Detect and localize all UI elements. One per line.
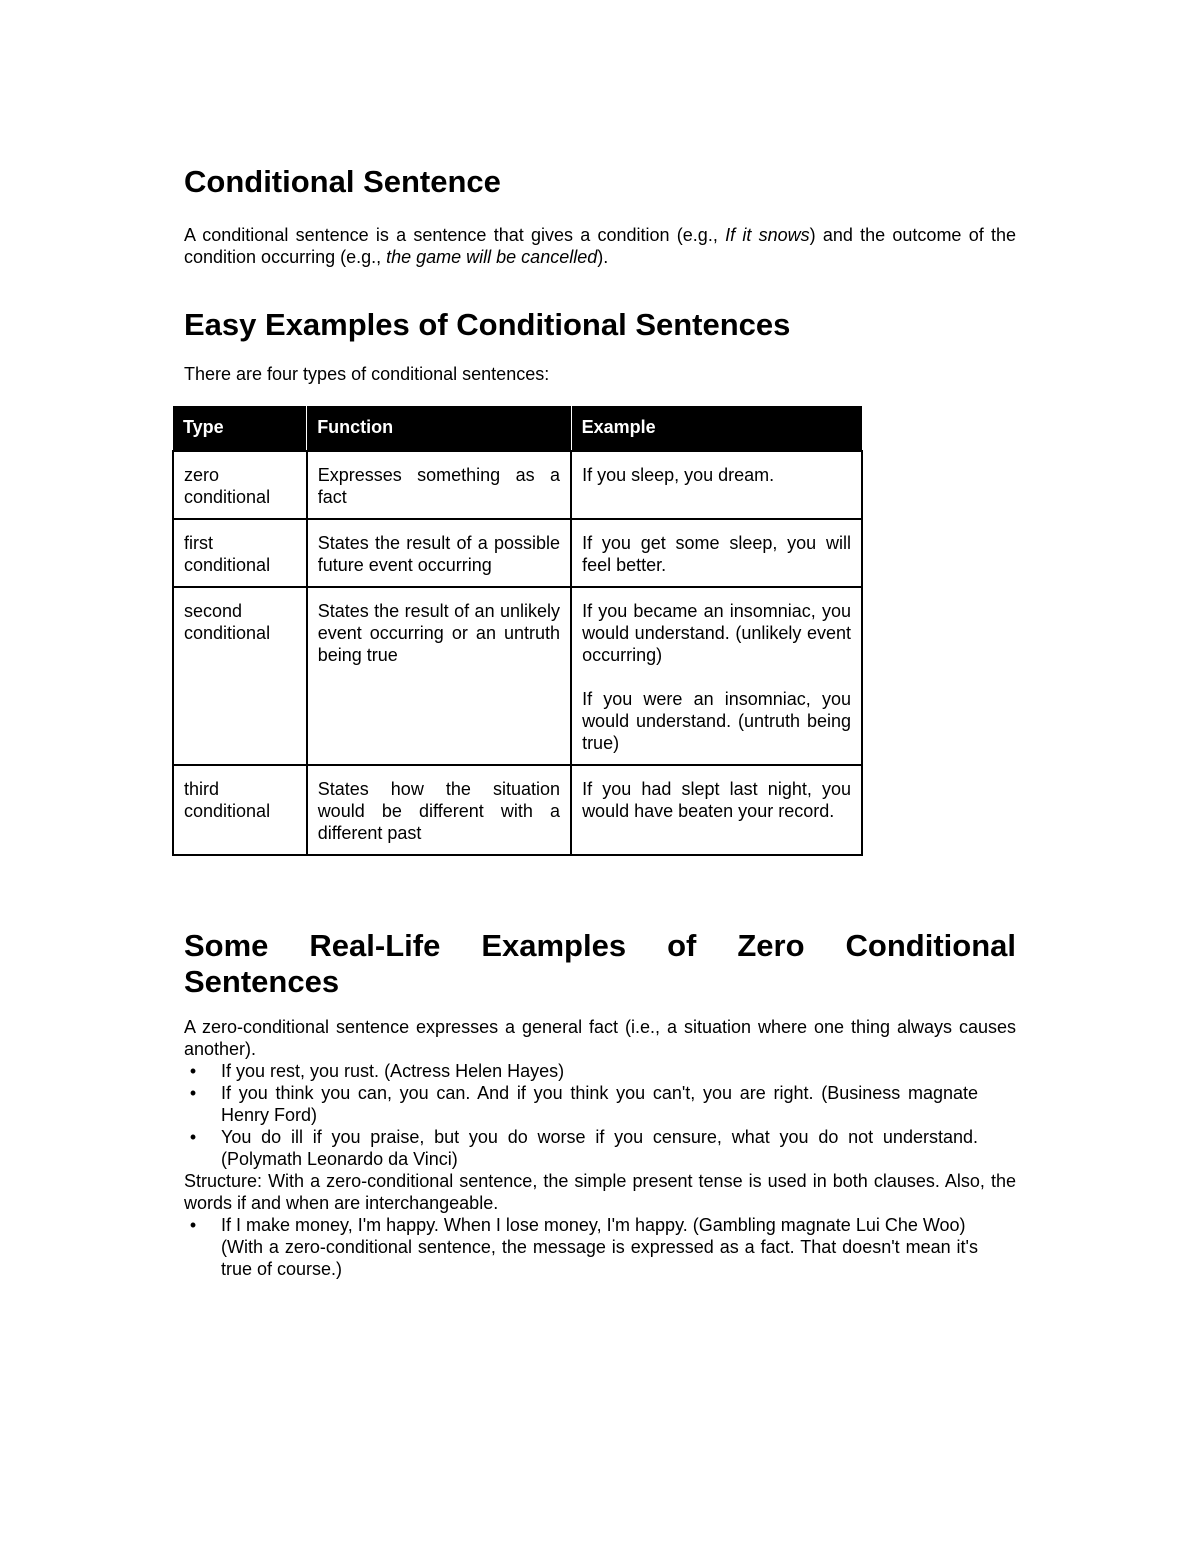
cell-example-part-1: If you became an insomniac, you would understand. (unlikely event occurring) [582,601,851,665]
zero-conditional-section [184,928,1016,1280]
table-row [173,519,862,587]
cell-type: zero conditional [173,451,307,519]
cell-example: If you had slept last night, you would have beaten your record. [571,765,862,855]
quote-list-2 [184,1214,1016,1280]
list-item [184,1060,978,1082]
conditional-types-table [172,406,863,856]
table-header-row [173,406,862,451]
cell-function: States the result of an unlikely event occurring or an untruth being true [307,587,571,765]
bullet-icon: • [189,1083,197,1103]
types-lead: There are four types of conditional sentences: [184,364,550,384]
intro-text-3: ). [597,247,609,267]
quote-list [184,1060,1016,1170]
intro-example-condition: If it snows [725,225,810,245]
document-page [183,160,1016,1279]
intro-text-1: A conditional sentence is a sentence that gives a condition (e.g., [184,225,726,245]
cell-type: third conditional [173,765,307,855]
list-item [184,1126,978,1170]
table-header-type: Type [173,406,307,451]
cell-function: Expresses something as a fact [307,451,571,519]
cell-example: If you sleep, you dream. [571,451,862,519]
list-item [184,1214,978,1280]
list-item [184,1082,978,1126]
zero-conditional-description: A zero-conditional sentence expresses a general fact (i.e., a situation where one thing always causes another). [184,1017,1016,1059]
cell-function: States the result of a possible future event occurring [307,519,571,587]
section-heading-easy-examples: Easy Examples of Conditional Sentences [184,307,791,342]
intro-paragraph [184,224,1016,268]
cell-type: first conditional [173,519,307,587]
cell-example-part-2: If you were an insomniac, you would understand. (untruth being true) [582,689,851,753]
section-heading-real-life-line2: Sentences [184,964,340,999]
cell-type: second conditional [173,587,307,765]
intro-example-outcome: the game will be cancelled [386,247,598,267]
table-row [173,765,862,855]
table-row [173,451,862,519]
cell-example: If you get some sleep, you will feel better. [571,519,862,587]
structure-paragraph: Structure: With a zero-conditional sentence, the simple present tense is used in both clauses. Also, the words if and when are interchangeable. [184,1171,1016,1213]
intro-text-2: ) and the outcome of the condition occurring (e.g., [184,225,1016,267]
table-header-function: Function [307,406,571,451]
section-heading-real-life: Some Real-Life Examples of Zero Conditional [184,928,1016,963]
list-item-text: You do ill if you praise, but you do worse if you censure, what you do not understand. (Polymath Leonardo da Vinci) [221,1127,978,1169]
bullet-icon: • [189,1215,197,1235]
table-header-example: Example [571,406,862,451]
list-item-text: If I make money, I'm happy. When I lose money, I'm happy. (Gambling magnate Lui Che Woo) [221,1215,966,1235]
bullet-icon: • [189,1061,197,1081]
table-row [173,587,862,765]
bullet-icon: • [189,1127,197,1147]
list-item-text: If you think you can, you can. And if you think you can't, you are right. (Business magnate Henry Ford) [221,1083,978,1125]
cell-example [571,587,862,765]
cell-function: States how the situation would be different with a different past [307,765,571,855]
list-item-note: (With a zero-conditional sentence, the message is expressed as a fact. That doesn't mean it's true of course.) [221,1237,978,1279]
page-title: Conditional Sentence [184,164,501,199]
list-item-text: If you rest, you rust. (Actress Helen Hayes) [221,1061,565,1081]
